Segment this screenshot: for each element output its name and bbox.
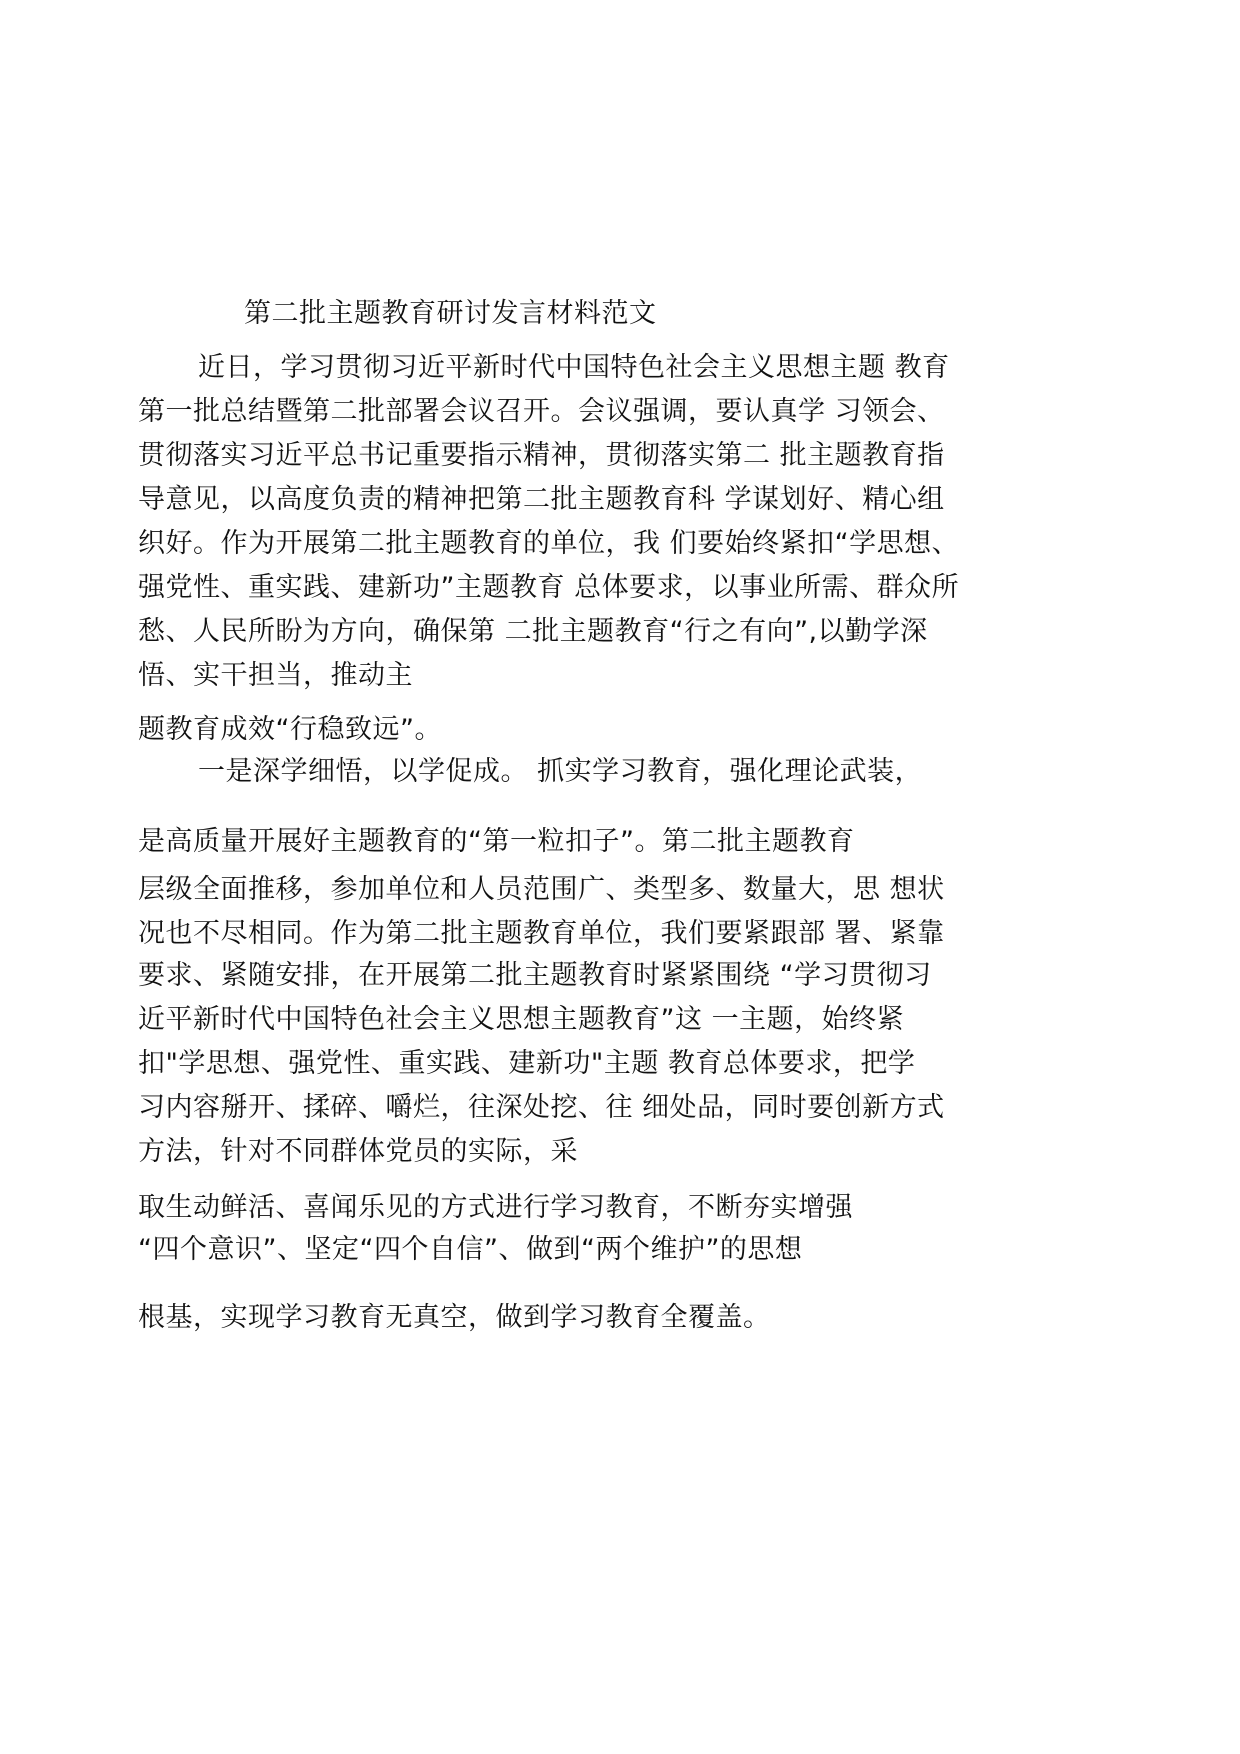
paragraph-line: 强党性、重实践、建新功”主题教育 总体要求，以事业所需、群众所 xyxy=(138,572,960,603)
paragraph-line: 导意见，以高度负责的精神把第二批主题教育科 学谋划好、精心组 xyxy=(138,484,945,515)
paragraph-line: 近日，学习贯彻习近平新时代中国特色社会主义思想主题 教育 xyxy=(198,352,950,383)
document-title: 第二批主题教育研讨发言材料范文 xyxy=(244,298,657,329)
paragraph-line: 贯彻落实习近平总书记重要指示精神，贯彻落实第二 批主题教育指 xyxy=(138,440,945,471)
paragraph-line: 取生动鲜活、喜闻乐见的方式进行学习教育，不断夯实增强 xyxy=(138,1192,853,1223)
paragraph-line: 第一批总结暨第二批部署会议召开。会议强调，要认真学 习领会、 xyxy=(138,396,945,427)
paragraph-line: 愁、人民所盼为方向，确保第 二批主题教育“行之有向”,以勤学深 xyxy=(138,616,928,647)
paragraph-line: “四个意识”、坚定“四个自信”、做到“两个维护”的思想 xyxy=(138,1234,803,1265)
paragraph-line: 要求、紧随安排，在开展第二批主题教育时紧紧围绕 “学习贯彻习 xyxy=(138,960,932,991)
paragraph-line: 方法，针对不同群体党员的实际，采 xyxy=(138,1136,578,1167)
paragraph-line: 扣"学思想、强党性、重实践、建新功"主题 教育总体要求，把学 xyxy=(138,1048,916,1079)
paragraph-line: 是高质量开展好主题教育的“第一粒扣子”。第二批主题教育 xyxy=(138,826,855,857)
paragraph-line: 悟、实干担当，推动主 xyxy=(138,660,413,691)
paragraph-line: 根基，实现学习教育无真空，做到学习教育全覆盖。 xyxy=(138,1302,771,1333)
paragraph-line: 习内容掰开、揉碎、嚼烂，往深处挖、往 细处品，同时要创新方式 xyxy=(138,1092,945,1123)
paragraph-line: 近平新时代中国特色社会主义思想主题教育”这 一主题，始终紧 xyxy=(138,1004,905,1035)
paragraph-line: 织好。作为开展第二批主题教育的单位，我 们要始终紧扣“学思想、 xyxy=(138,528,960,559)
paragraph-line: 题教育成效“行稳致远”。 xyxy=(138,714,442,745)
paragraph-line: 层级全面推移，参加单位和人员范围广、类型多、数量大，思 想状 xyxy=(138,874,945,905)
paragraph-line: 一是深学细悟，以学促成。 抓实学习教育，强化理论武装， xyxy=(198,756,923,787)
paragraph-line: 况也不尽相同。作为第二批主题教育单位，我们要紧跟部 署、紧靠 xyxy=(138,918,945,949)
